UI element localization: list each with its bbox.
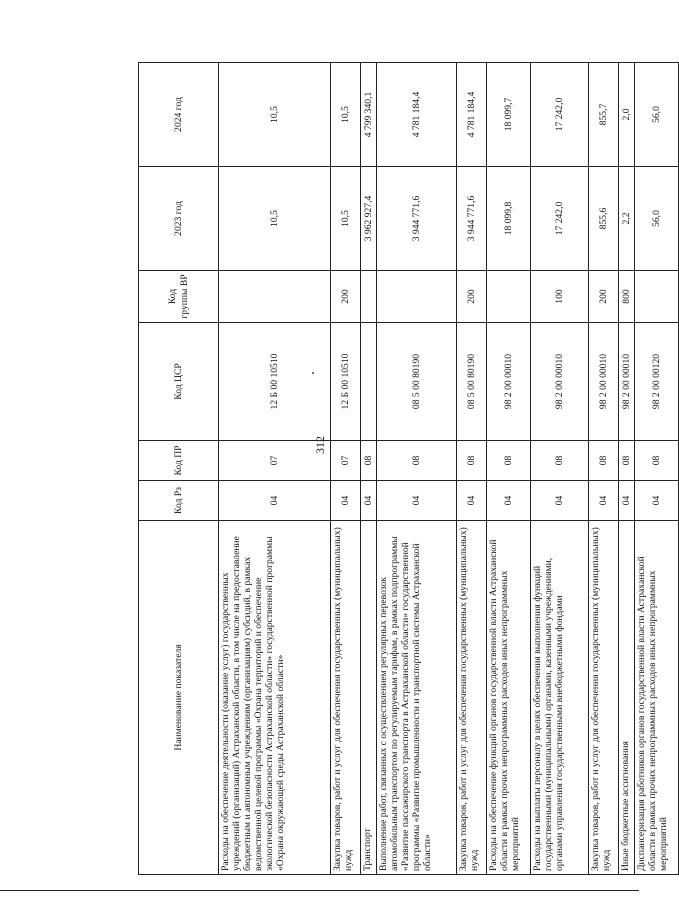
header-pr: Код ПР: [139, 441, 219, 481]
cell-rz: 04: [219, 481, 331, 521]
cell-name: Закупка товаров, работ и услуг для обеспечения государственных (муниципальных) нужд: [331, 521, 361, 875]
header-vr: Код группы ВР: [139, 271, 219, 323]
header-2024: 2024 год: [139, 63, 219, 167]
cell-pr: 08: [361, 441, 377, 481]
cell-rz: 04: [377, 481, 457, 521]
cell-vr: 800: [619, 271, 635, 323]
table-row: [619, 63, 635, 875]
cell-pr: 08: [619, 441, 635, 481]
cell-2023: 3 944 771,6: [457, 167, 487, 271]
cell-csr: 12 Б 00 10510: [219, 323, 331, 441]
cell-2023: 56,0: [635, 167, 679, 271]
cell-csr: 98 2 00 00010: [531, 323, 589, 441]
header-rz: Код Рз: [139, 481, 219, 521]
cell-vr: [219, 271, 331, 323]
cell-2024: 17 242,0: [531, 63, 589, 167]
cell-name: Расходы на обеспечение функций органов государственной власти Астраханской области в рамках прочих непрограммных расходов иных непрограммных мероприятий: [487, 521, 531, 875]
cell-2023: 855,6: [589, 167, 619, 271]
cell-2024: 10,5: [331, 63, 361, 167]
table-row: [377, 63, 457, 875]
cell-csr: 08 5 00 80190: [457, 323, 487, 441]
budget-table: [138, 62, 679, 875]
cell-rz: 04: [635, 481, 679, 521]
cell-csr: [361, 323, 377, 441]
cell-vr: [487, 271, 531, 323]
cell-2023: 17 242,0: [531, 167, 589, 271]
cell-vr: 200: [331, 271, 361, 323]
cell-2024: 10,5: [219, 63, 331, 167]
cell-pr: 07: [219, 441, 331, 481]
cell-2023: 3 962 927,4: [361, 167, 377, 271]
table-row: [589, 63, 619, 875]
cell-2024: 4 781 184,4: [377, 63, 457, 167]
table-row: [331, 63, 361, 875]
cell-rz: 04: [457, 481, 487, 521]
cell-name: Закупка товаров, работ и услуг для обеспечения государственных (муниципальных) нужд: [457, 521, 487, 875]
cell-pr: 08: [377, 441, 457, 481]
cell-vr: [361, 271, 377, 323]
cell-name: Иные бюджетные ассигнования: [619, 521, 635, 875]
cell-2023: 10,5: [219, 167, 331, 271]
table-row: [219, 63, 331, 875]
cell-vr: [377, 271, 457, 323]
table-row: [531, 63, 589, 875]
cell-csr: 08 5 00 80190: [377, 323, 457, 441]
cell-pr: 07: [331, 441, 361, 481]
cell-rz: 04: [361, 481, 377, 521]
cell-pr: 08: [487, 441, 531, 481]
header-csr: Код ЦСР: [139, 323, 219, 441]
cell-2023: 2,2: [619, 167, 635, 271]
table-row: [457, 63, 487, 875]
table-row: [487, 63, 531, 875]
cell-rz: 04: [589, 481, 619, 521]
cell-2023: 3 944 771,6: [377, 167, 457, 271]
cell-csr: 12 Б 00 10510: [331, 323, 361, 441]
cell-rz: 04: [619, 481, 635, 521]
table-row: [635, 63, 679, 875]
cell-2024: 2,0: [619, 63, 635, 167]
cell-name: Транспорт: [361, 521, 377, 875]
cell-pr: 08: [635, 441, 679, 481]
cell-name: Диспансеризация работников органов государственной власти Астраханской области в рамках прочих непрограммных расходов иных непрограммных мероприятий: [635, 521, 679, 875]
cell-pr: 08: [457, 441, 487, 481]
page-number: 312: [313, 436, 327, 454]
header-name: Наименование показателя: [139, 521, 219, 875]
cell-csr: 98 2 00 00120: [635, 323, 679, 441]
cell-2024: 56,0: [635, 63, 679, 167]
cell-vr: [635, 271, 679, 323]
cell-2024: 855,7: [589, 63, 619, 167]
cell-csr: 98 2 00 00010: [589, 323, 619, 441]
cell-rz: 04: [531, 481, 589, 521]
cell-name: Расходы на обеспечение деятельности (оказание услуг) государственных учреждений (организаций) Астраханской области, в том числе на предоставление бюджетным и автономным учреждениям (организациям) субсидий, в рамках ведомственной целевой программы «Охрана территорий и обеспечение экологической безопасности Астраханской области» государственной программы «Охрана окружающей среды Астраханской области»: [219, 521, 331, 875]
cell-2024: 18 099,7: [487, 63, 531, 167]
table-header-row: [139, 63, 219, 875]
cell-name: Закупка товаров, работ и услуг для обеспечения государственных (муниципальных) нужд: [589, 521, 619, 875]
cell-csr: 98 2 00 00010: [619, 323, 635, 441]
cell-rz: 04: [487, 481, 531, 521]
rotated-table-container: [138, 63, 670, 875]
cell-csr: 98 2 00 00010: [487, 323, 531, 441]
cell-2023: 10,5: [331, 167, 361, 271]
cell-rz: 04: [331, 481, 361, 521]
cell-vr: 200: [457, 271, 487, 323]
header-2023: 2023 год: [139, 167, 219, 271]
cell-vr: 100: [531, 271, 589, 323]
cell-2024: 4 799 340,1: [361, 63, 377, 167]
cell-name: Выполнение работ, связанных с осуществлением регулярных перевозок автомобильным транспортом по регулируемым тарифам, в рамках подпрограммы «Развитие пассажирского транспорта в Астраханской области» государственной программы «Развитие промышленности и транспортной системы Астраханской области»: [377, 521, 457, 875]
cell-vr: 200: [589, 271, 619, 323]
cell-2023: 18 099,8: [487, 167, 531, 271]
cell-2024: 4 781 184,4: [457, 63, 487, 167]
bottom-rule: [0, 890, 639, 891]
cell-pr: 08: [531, 441, 589, 481]
cell-pr: 08: [589, 441, 619, 481]
table-row: [361, 63, 377, 875]
cell-name: Расходы на выплаты персоналу в целях обеспечения выполнения функций государственными (муниципальными) органами, казенными учреждениями, органами управления государственными внебюджетными фондами: [531, 521, 589, 875]
